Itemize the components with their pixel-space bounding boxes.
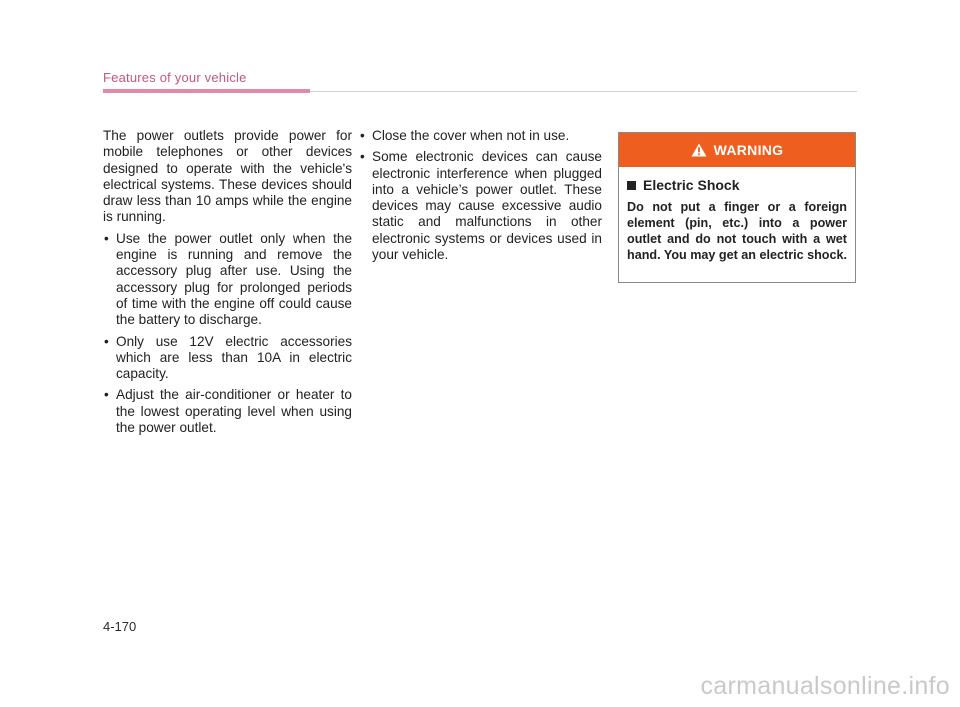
left-column [103,128,352,441]
left-bullet-list [103,231,352,437]
list-item: • Use the power outlet only when the engine is running and remove the accessory plug after use. Using the accessory plug for prolonged periods of time with the engine off could cause the battery to discharge. [103,231,352,329]
header-accent-rule [103,89,310,93]
warning-triangle-icon [691,143,707,157]
warning-text: Do not put a finger or a foreign element (pin, etc.) into a power outlet and do not touch with a wet hand. You may get an electric shock. [627,200,847,262]
page-number: 4-170 [103,619,137,634]
intro-paragraph: The power outlets provide power for mobile telephones or other devices designed to operate with the vehicle's electrical systems. These devices should draw less than 10 amps while the engine is running. [103,128,352,225]
warning-subtitle-text: Electric Shock [643,177,740,193]
warning-header [619,133,855,167]
square-bullet-icon [627,181,636,190]
middle-bullet-list [359,128,602,263]
header-divider-rule [310,91,857,92]
watermark-text: carmanualsonline.info [700,672,950,700]
warning-label: WARNING [713,142,784,158]
warning-subtitle [627,177,847,193]
middle-column [359,128,602,268]
list-item: • Adjust the air-conditioner or heater to the lowest operating level when using the power outlet. [103,387,352,436]
list-item: • Close the cover when not in use. [359,128,602,144]
warning-box [618,132,856,283]
list-item: • Only use 12V electric accessories which are less than 10A in electric capacity. [103,334,352,383]
list-item: • Some electronic devices can cause electronic interference when plugged into a vehicle’s power outlet. These devices may cause excessive audio static and malfunctions in other electronic systems or devices used in your vehicle. [359,149,602,263]
section-title: Features of your vehicle [103,70,247,85]
warning-body [619,167,855,263]
